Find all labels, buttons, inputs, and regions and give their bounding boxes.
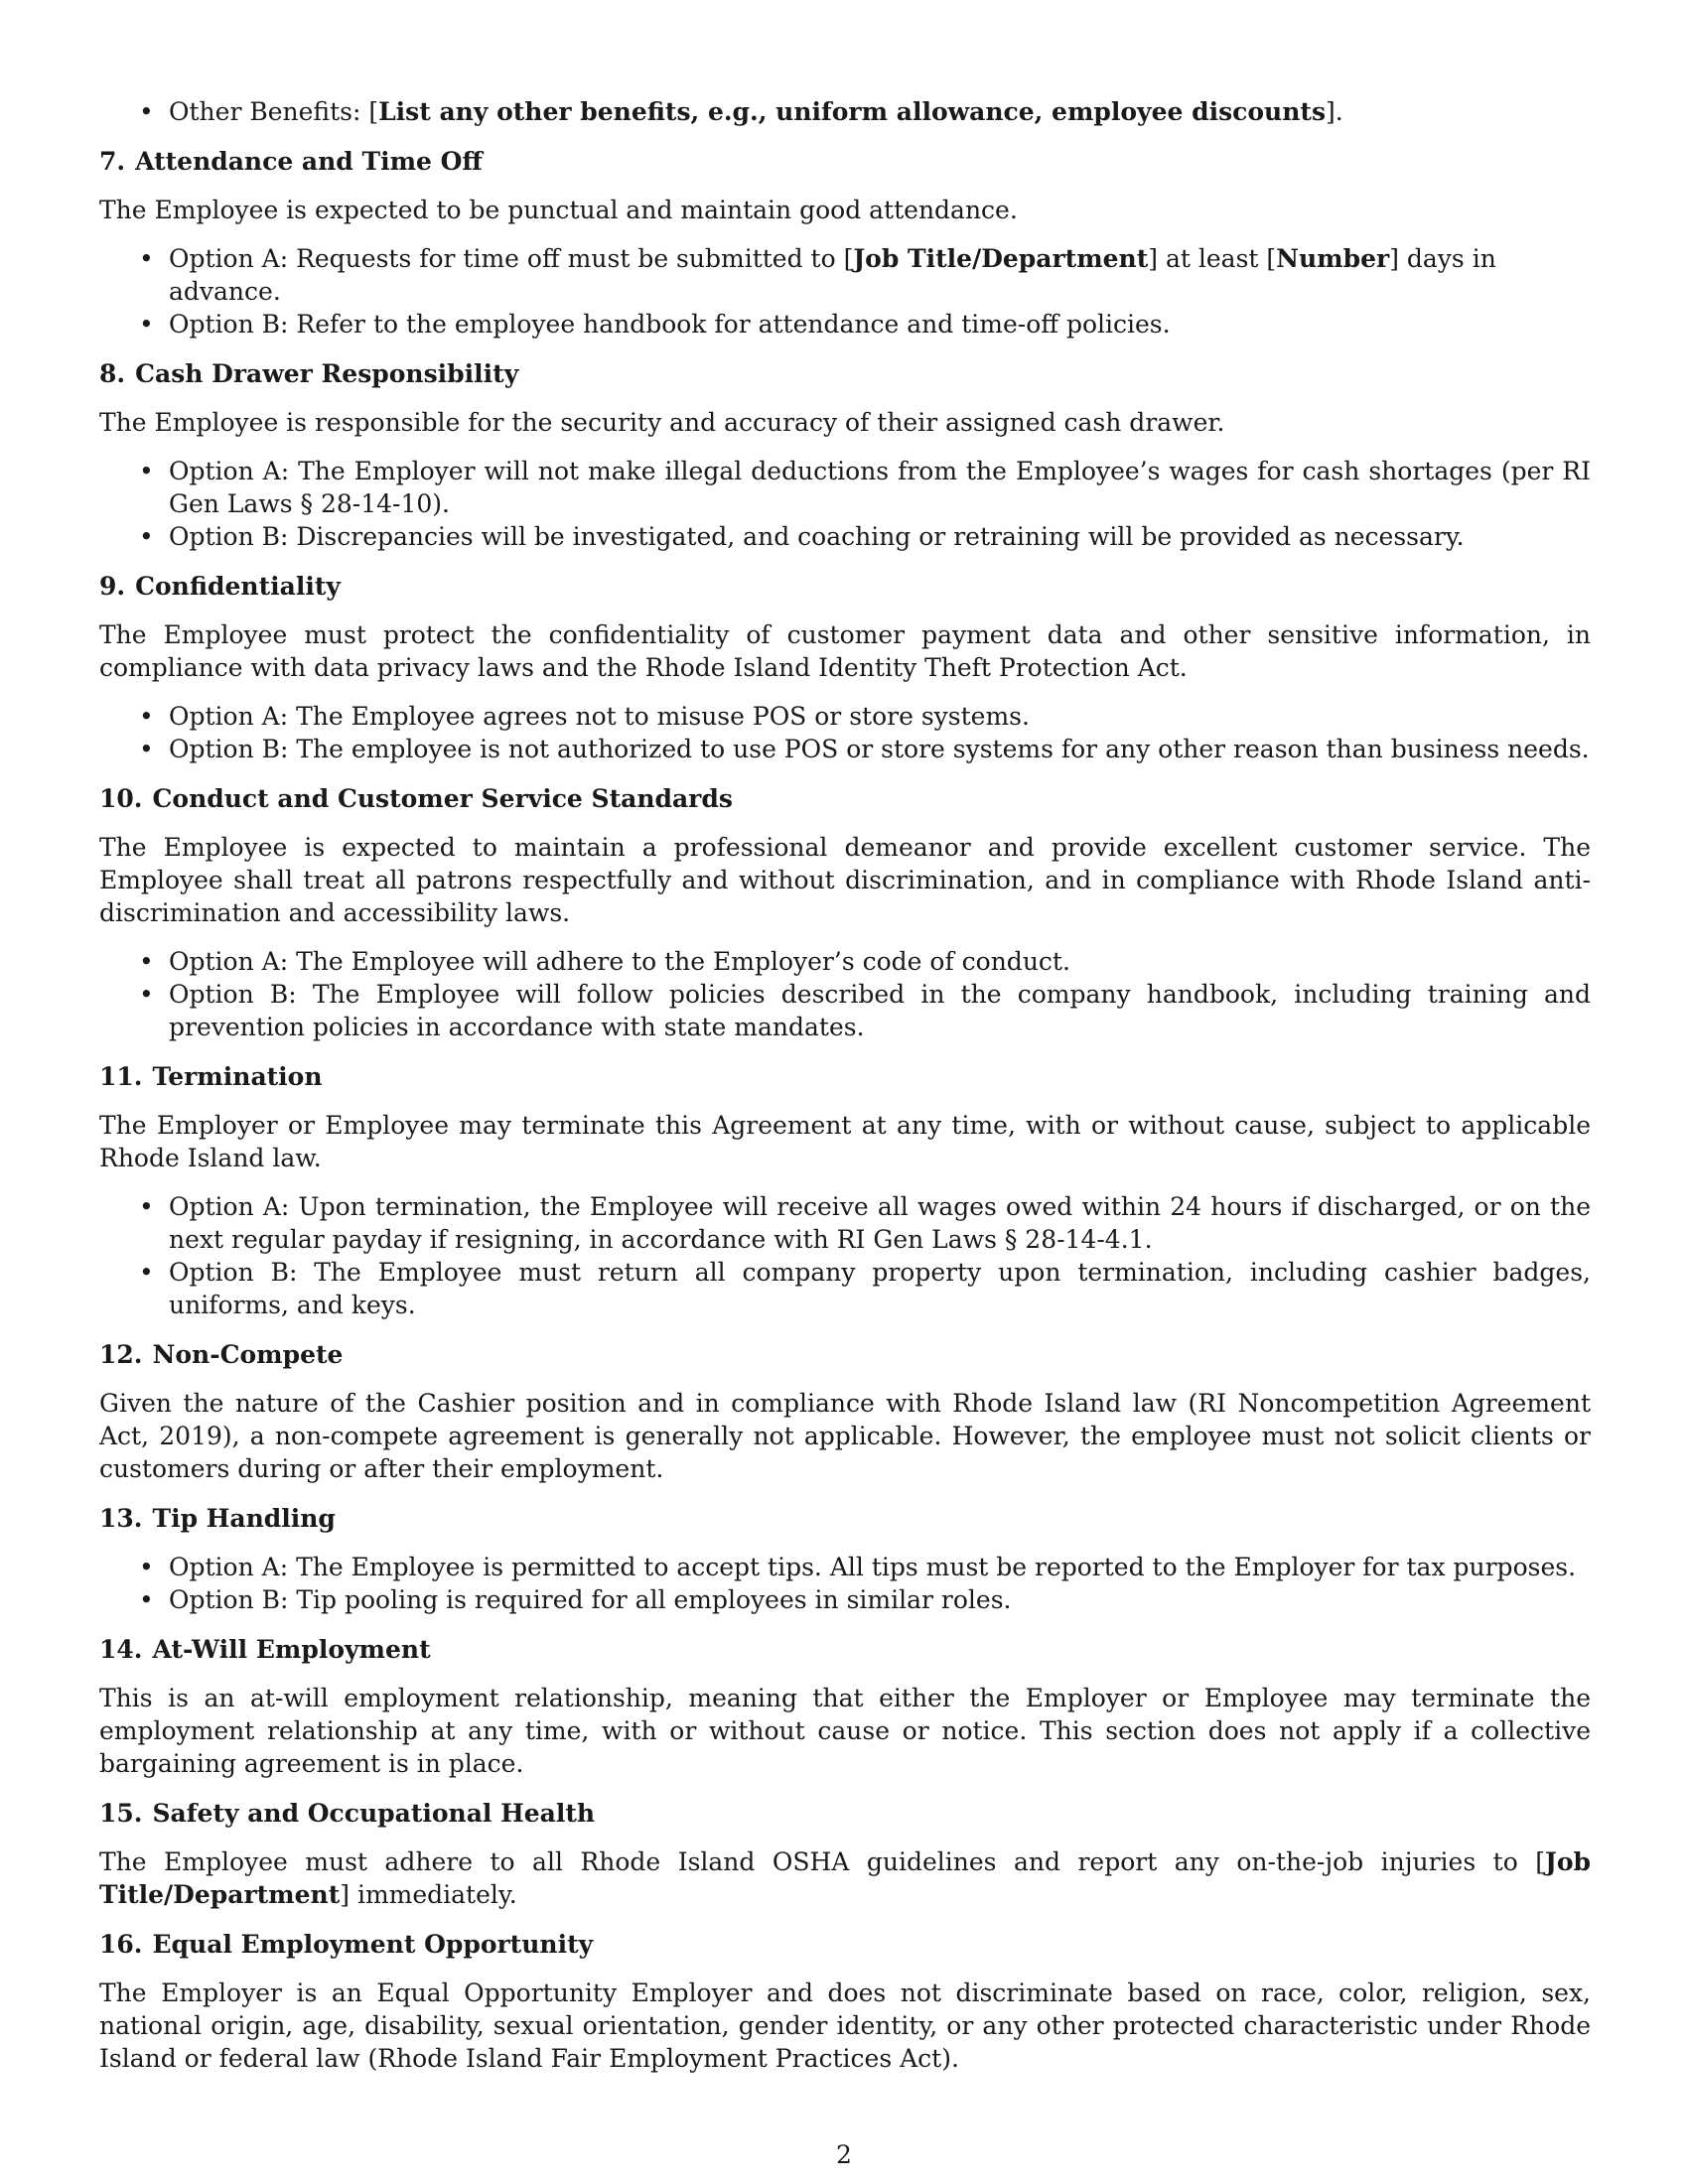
section-paragraph: The Employer is an Equal Opportunity Employer and does not discriminate based on race, color, religion, sex, national origin, age, disability, sexual orientation, gender identity, or any other protected characteristic under Rhode Island or federal law (Rhode Island Fair Employment Practices Act). (99, 1979, 1591, 2073)
section-heading: 10. Conduct and Customer Service Standards (99, 784, 733, 813)
document-page (99, 95, 1591, 2091)
section-heading: 7. Attendance and Time Off (99, 147, 483, 176)
options-list (99, 945, 1591, 1043)
list-item: • Option B: Discrepancies will be investigated, and coaching or retraining will be provided as necessary. (169, 520, 1591, 553)
benefits-list (99, 95, 1591, 128)
list-item: • Option B: Refer to the employee handbook for attendance and time-off policies. (169, 308, 1591, 341)
list-item: • Option B: Tip pooling is required for all employees in similar roles. (169, 1583, 1591, 1616)
list-item: • Option A: The Employee is permitted to accept tips. All tips must be reported to the Employer for tax purposes. (169, 1551, 1591, 1583)
list-item: • Option A: The Employee will adhere to the Employer’s code of conduct. (169, 945, 1591, 978)
list-item: • Other Benefits: [List any other benefits, e.g., uniform allowance, employee discounts]. (169, 95, 1591, 128)
section-paragraph: The Employee must adhere to all Rhode Island OSHA guidelines and report any on-the-job injuries to [Job Title/Department] immediately. (99, 1847, 1591, 1909)
list-item: • Option A: The Employer will not make illegal deductions from the Employee’s wages for cash shortages (per RI Gen Laws § 28-14-10). (169, 455, 1591, 520)
section-heading: 16. Equal Employment Opportunity (99, 1930, 594, 1959)
section-paragraph: The Employee is expected to be punctual and maintain good attendance. (99, 196, 1018, 224)
section-paragraph: Given the nature of the Cashier position and in compliance with Rhode Island law (RI Noncompetition Agreement Act, 2019), a non-compete agreement is generally not applicable. However, the employee must not solicit clients or customers during or after their employment. (99, 1389, 1591, 1483)
list-item: • Option A: The Employee agrees not to misuse POS or store systems. (169, 700, 1591, 733)
section-heading: 12. Non-Compete (99, 1340, 344, 1369)
section-heading: 15. Safety and Occupational Health (99, 1799, 596, 1828)
section-heading: 13. Tip Handling (99, 1504, 336, 1533)
options-list (99, 455, 1591, 553)
list-item: • Option A: Requests for time off must be submitted to [Job Title/Department] at least [Number] days in advance. (169, 242, 1591, 308)
list-item: • Option A: Upon termination, the Employee will receive all wages owed within 24 hours if discharged, or on the next regular payday if resigning, in accordance with RI Gen Laws § 28-14-4.1. (169, 1190, 1591, 1256)
options-list (99, 700, 1591, 765)
page-number: 2 (836, 2140, 852, 2169)
list-item: • Option B: The Employee will follow policies described in the company handbook, including training and prevention policies in accordance with state mandates. (169, 978, 1591, 1043)
list-item: • Option B: The Employee must return all company property upon termination, including cashier badges, uniforms, and keys. (169, 1256, 1591, 1321)
options-list (99, 1190, 1591, 1321)
section-heading: 8. Cash Drawer Responsibility (99, 359, 519, 388)
section-paragraph: The Employer or Employee may terminate this Agreement at any time, with or without cause, subject to applicable Rhode Island law. (99, 1111, 1591, 1172)
section-heading: 14. At-Will Employment (99, 1635, 431, 1664)
options-list (99, 1551, 1591, 1616)
list-item: • Option B: The employee is not authorized to use POS or store systems for any other reason than business needs. (169, 733, 1591, 765)
section-paragraph: The Employee is expected to maintain a professional demeanor and provide excellent customer service. The Employee shall treat all patrons respectfully and without discrimination, and in compliance with Rhode Island anti-discrimination and accessibility laws. (99, 833, 1591, 927)
section-paragraph: The Employee is responsible for the security and accuracy of their assigned cash drawer. (99, 408, 1225, 437)
section-paragraph: The Employee must protect the confidentiality of customer payment data and other sensitive information, in compliance with data privacy laws and the Rhode Island Identity Theft Protection Act. (99, 620, 1591, 682)
options-list (99, 242, 1591, 341)
section-paragraph: This is an at-will employment relationship, meaning that either the Employer or Employee may terminate the employment relationship at any time, with or without cause or notice. This section does not apply if a collective bargaining agreement is in place. (99, 1684, 1591, 1778)
section-heading: 11. Termination (99, 1062, 323, 1091)
section-heading: 9. Confidentiality (99, 572, 341, 601)
